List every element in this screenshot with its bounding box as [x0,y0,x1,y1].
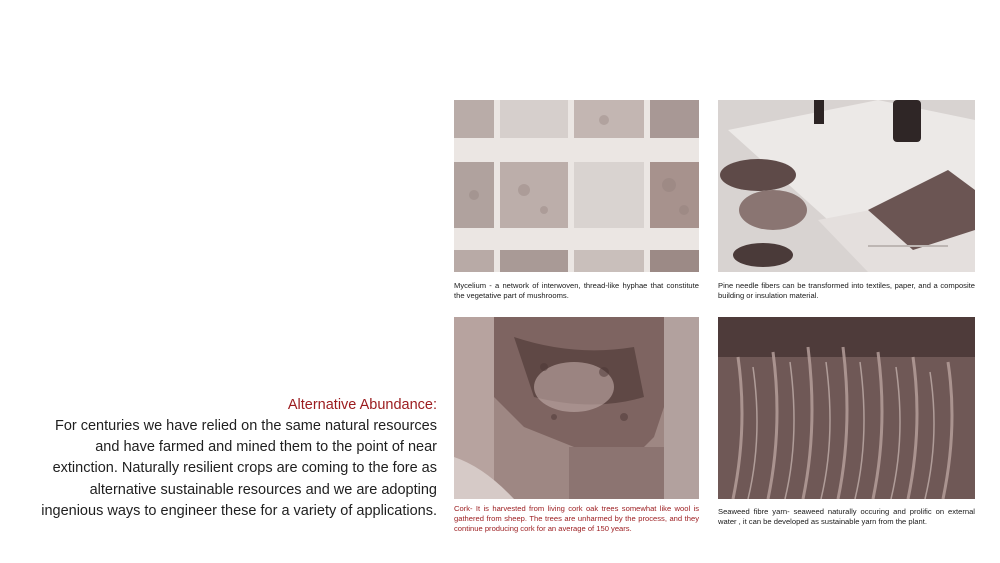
mycelium-photo [454,100,699,272]
intro-block [38,395,437,522]
intro-body: For centuries we have relied on the same natural resources and have farmed and mined them to the point of near extinction. Naturally resilient crops are coming to the fore as alternative sustainable resources and we are adopting ingenious ways to engineer these for a variety of applications. [41,418,437,519]
pine-needle-caption: Pine needle fibers can be transformed into textiles, paper, and a composite building or insulation material. [718,281,975,301]
pine-needle-photo [718,100,975,272]
cork-caption: Cork- It is harvested from living cork oak trees somewhat like wool is gathered from sheep. The trees are unharmed by the process, and they continue producing cork for an average of 150 years. [454,504,699,534]
seaweed-yarn-caption: Seaweed fibre yarn- seaweed naturally occuring and prolific on external water , it can be developed as sustainable yarn from the plant. [718,507,975,527]
seaweed-yarn-photo [718,317,975,499]
cork-photo [454,317,699,499]
mycelium-caption: Mycelium - a network of interwoven, thread-like hyphae that constitute the vegetative part of mushrooms. [454,281,699,301]
intro-heading: Alternative Abundance: [287,397,437,413]
